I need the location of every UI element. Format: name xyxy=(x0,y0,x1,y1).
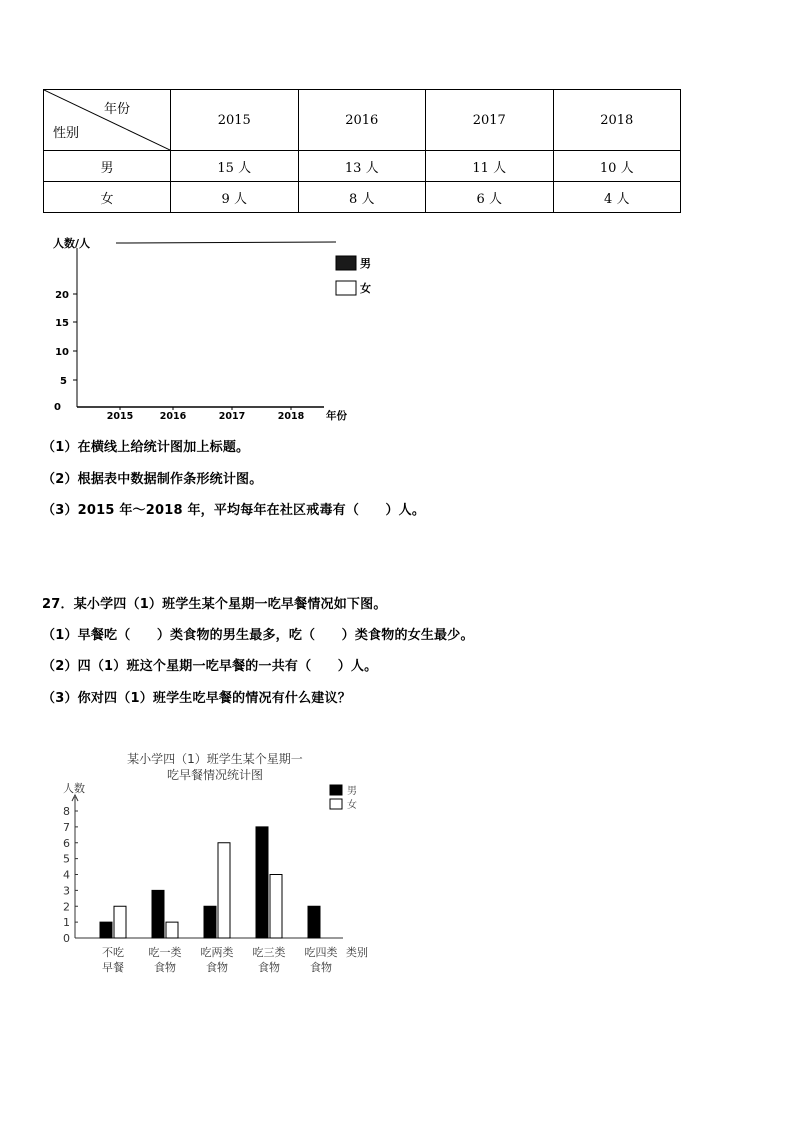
question-line: （2）根据表中数据制作条形统计图。 xyxy=(42,472,263,487)
chart1-xtick-label: 2015 xyxy=(106,411,134,422)
question-line: （3）2015 年～2018 年，平均每年在社区戒毒有（ ）人。 xyxy=(42,503,426,518)
legend-swatch-male xyxy=(336,256,356,270)
row-label: 男 xyxy=(44,151,171,182)
chart2-legend-swatch-female xyxy=(330,799,342,809)
row-label: 女 xyxy=(44,182,171,213)
chart2-category-label: 食物 xyxy=(154,961,176,974)
legend-swatch-female xyxy=(336,281,356,295)
table-row xyxy=(44,182,681,213)
table-cell: 13 人 xyxy=(298,151,426,182)
year-header-cell: 2017 xyxy=(426,90,554,151)
question-line: （3）你对四（1）班学生吃早餐的情况有什么建议？ xyxy=(42,691,351,706)
chart1-ytick-label: 10 xyxy=(55,347,69,358)
chart1-ytick-label: 5 xyxy=(60,376,67,387)
chart2-category-label: 食物 xyxy=(258,961,280,974)
bar-male xyxy=(256,827,268,938)
question-line: （1）在横线上给统计图加上标题。 xyxy=(42,440,250,455)
bar-female xyxy=(166,922,178,938)
year-header-cell: 2016 xyxy=(298,90,426,151)
chart2-category-label: 吃三类 xyxy=(252,946,286,959)
chart2-title: 某小学四（1）班学生某个星期一 xyxy=(127,752,303,766)
chart1-xlabel: 年份 xyxy=(326,410,347,422)
chart2-subtitle: 吃早餐情况统计图 xyxy=(166,768,264,782)
table-cell: 8 人 xyxy=(298,182,426,213)
chart2-category-label: 不吃 xyxy=(102,946,124,959)
question-line: （1）早餐吃（ ）类食物的男生最多，吃（ ）类食物的女生最少。 xyxy=(42,628,474,643)
chart2-ytick-label: 8 xyxy=(63,805,70,818)
table-cell: 15 人 xyxy=(171,151,299,182)
table-cell: 6 人 xyxy=(426,182,554,213)
chart2-ytick-label: 1 xyxy=(63,916,70,930)
breakfast-bar-chart xyxy=(55,745,375,980)
chart2-category-label: 早餐 xyxy=(102,961,124,974)
blank-bar-chart xyxy=(40,230,380,425)
chart2-ytick-label: 5 xyxy=(63,852,70,866)
chart2-category-label: 吃两类 xyxy=(200,946,234,959)
table-header-row xyxy=(44,90,681,151)
chart2-category-label: 食物 xyxy=(206,961,228,974)
chart2-category-label: 食物 xyxy=(310,961,332,974)
chart2-ytick-label: 7 xyxy=(63,820,70,834)
chart1-ytick-label: 20 xyxy=(55,290,69,301)
chart1-xtick-label: 2016 xyxy=(159,411,187,422)
table-row xyxy=(44,151,681,182)
chart2-ytick-label: 2 xyxy=(63,900,70,914)
chart2-ylabel: 人数 xyxy=(63,782,85,795)
legend-label-male: 男 xyxy=(360,257,371,270)
year-header-cell: 2015 xyxy=(171,90,299,151)
chart1-xtick-label: 2017 xyxy=(218,411,246,422)
bar-female xyxy=(218,843,230,938)
table-cell: 11 人 xyxy=(426,151,554,182)
header-year-label: 年份 xyxy=(103,102,130,117)
chart2-category-label: 吃一类 xyxy=(148,946,182,959)
chart2-ytick-label: 3 xyxy=(63,884,70,898)
chart2-legend-label-female: 女 xyxy=(347,800,357,811)
chart2-legend-swatch-male xyxy=(330,785,342,795)
bar-female xyxy=(270,875,282,939)
diagonal-header-cell xyxy=(44,90,171,151)
bar-female xyxy=(114,906,126,938)
question-line: （2）四（1）班这个星期一吃早餐的一共有（ ）人。 xyxy=(42,659,378,674)
table-cell: 9 人 xyxy=(171,182,299,213)
chart2-plot-area xyxy=(63,795,343,974)
title-blank-line[interactable] xyxy=(116,242,336,243)
chart2-ytick-label: 0 xyxy=(63,932,70,945)
question-27-title: 27．某小学四（1）班学生某个星期一吃早餐情况如下图。 xyxy=(42,597,387,612)
chart1-ylabel: 人数/人 xyxy=(53,237,91,250)
bar-male xyxy=(204,906,216,938)
table-cell: 10 人 xyxy=(553,151,681,182)
bar-male xyxy=(308,906,320,938)
header-gender-label: 性别 xyxy=(53,126,80,141)
chart1-ytick-label: 15 xyxy=(55,318,69,329)
chart2-category-label: 吃四类 xyxy=(304,946,338,959)
chart2-xlabel: 类别 xyxy=(346,946,368,959)
year-header-cell: 2018 xyxy=(553,90,681,151)
bar-male xyxy=(152,890,164,938)
chart2-ytick-label: 4 xyxy=(63,868,70,882)
bar-male xyxy=(100,922,112,938)
table-cell: 4 人 xyxy=(553,182,681,213)
chart1-xtick-label: 2018 xyxy=(277,411,305,422)
chart1-ytick-label: 0 xyxy=(54,402,61,413)
data-table xyxy=(43,89,681,213)
chart2-legend-label-male: 男 xyxy=(347,786,357,797)
chart2-ytick-label: 6 xyxy=(63,836,70,850)
legend-label-female: 女 xyxy=(360,282,371,295)
